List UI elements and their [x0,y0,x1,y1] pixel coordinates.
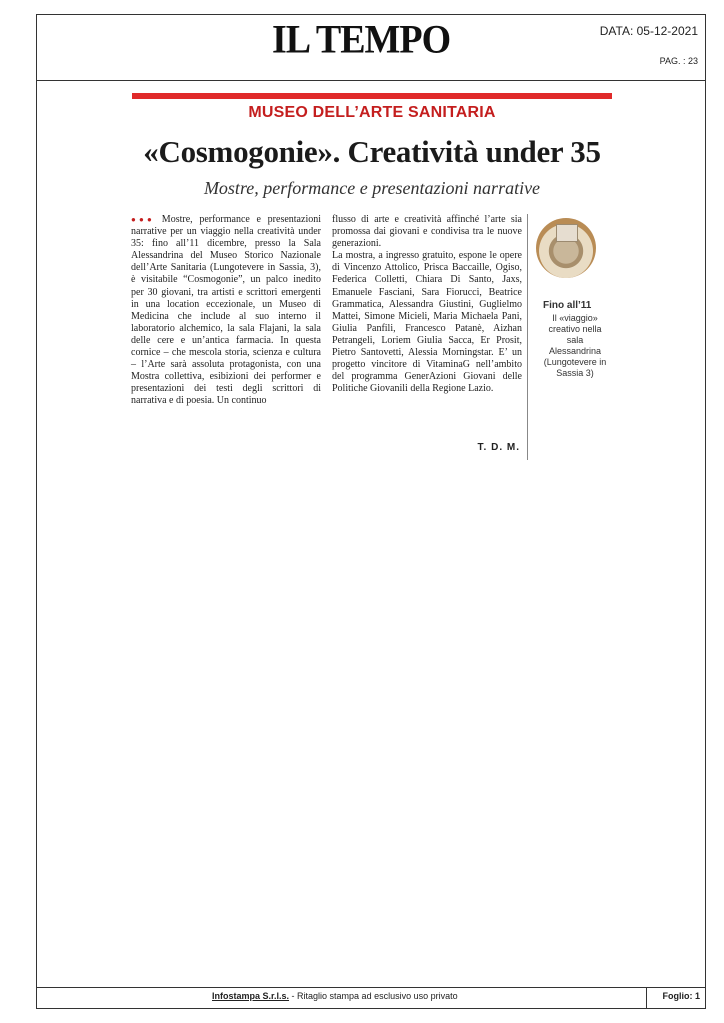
article-photo [536,218,596,278]
author-initials: T. D. M. [477,442,520,453]
footer-separator [646,987,647,1009]
caption-lead: Fino all’11 [543,300,592,311]
header-separator [36,80,706,81]
article-column-1 [131,214,321,408]
photo-painting-detail [556,224,578,242]
footer-brand: Infostampa S.r.l.s. [212,991,290,1001]
article-kicker: MUSEO DELL’ARTE SANITARIA [248,104,496,121]
column-2-paragraph-2: La mostra, a ingresso gratuito, espone le opere di Vincenzo Attolico, Prisca Baccaille, Ogiso, Federica Colletti, Chiara Di Santo, Jaxs, Emanuele Fasciani, Sara Fiorucci, Beatrice Grammatica, Alessandra Giustini, Guglielmo Mattei, Simone Micieli, Maria Michaela Pani, Giulia Panfili, Francesco Patanè, Aizhan Petrangeli, Loriem Giulia Sacca, Er Prosit, Pietro Santovetti, Alessia Morningstar. E’ un progetto vincitore di VitaminaG nell’ambito del programma GenerAzioni Giovani delle Politiche Giovanili della Regione Lazio. [332,250,522,395]
clipping-date: DATA: 05-12-2021 [599,24,698,38]
column-1-text: Mostre, performance e presentazioni narrative per un viaggio nella creatività under 35: fino all’11 dicembre, presso la Sala Alessandrina del Museo Storico Nazionale dell’Arte Sanitaria (Lungotevere in Sassia, 3), è visitabile “Cosmogonie”, un palco inedito per 30 giovani, tra artisti e scrittori emergenti in una location eccezionale, un Museo di Medicina che include al suo interno il laboratorio alchemico, la sala Flajani, la sala delle cere e un’antica farmacia. In questa cornice – che mescola storia, scienza e cultura – l’Arte sarà assoluta protagonista, con una Mostra collettiva, esibizioni dei performer e presentazioni dei testi degli scrittori di narrativa e di poesia. Un continuo [131,214,321,407]
newspaper-logo: IL TEMPO [272,17,451,63]
column-divider [527,214,528,460]
article-subhead: Mostre, performance e presentazioni narrative [203,178,541,198]
column-2-paragraph-1: flusso di arte e creatività affinché l’arte sia promossa dai giovani e condivisa tra le nuove generazioni. [332,214,522,250]
clipping-page: PAG. : 23 [659,56,698,66]
section-rule [132,93,612,99]
photo-caption [543,300,607,379]
article-headline: «Cosmogonie». Creatività under 35 [143,134,601,169]
footer-notice-text: - Ritaglio stampa ad esclusivo uso privato [289,991,458,1001]
article-column-2 [332,214,522,395]
sheet-number: Foglio: 1 [662,991,700,1001]
lead-bullets-icon: ●●● [131,215,156,224]
caption-body: Il «viaggio» creativo nella sala Alessandrina (Lungotevere in Sassia 3) [543,313,607,378]
footer-notice [212,991,458,1001]
